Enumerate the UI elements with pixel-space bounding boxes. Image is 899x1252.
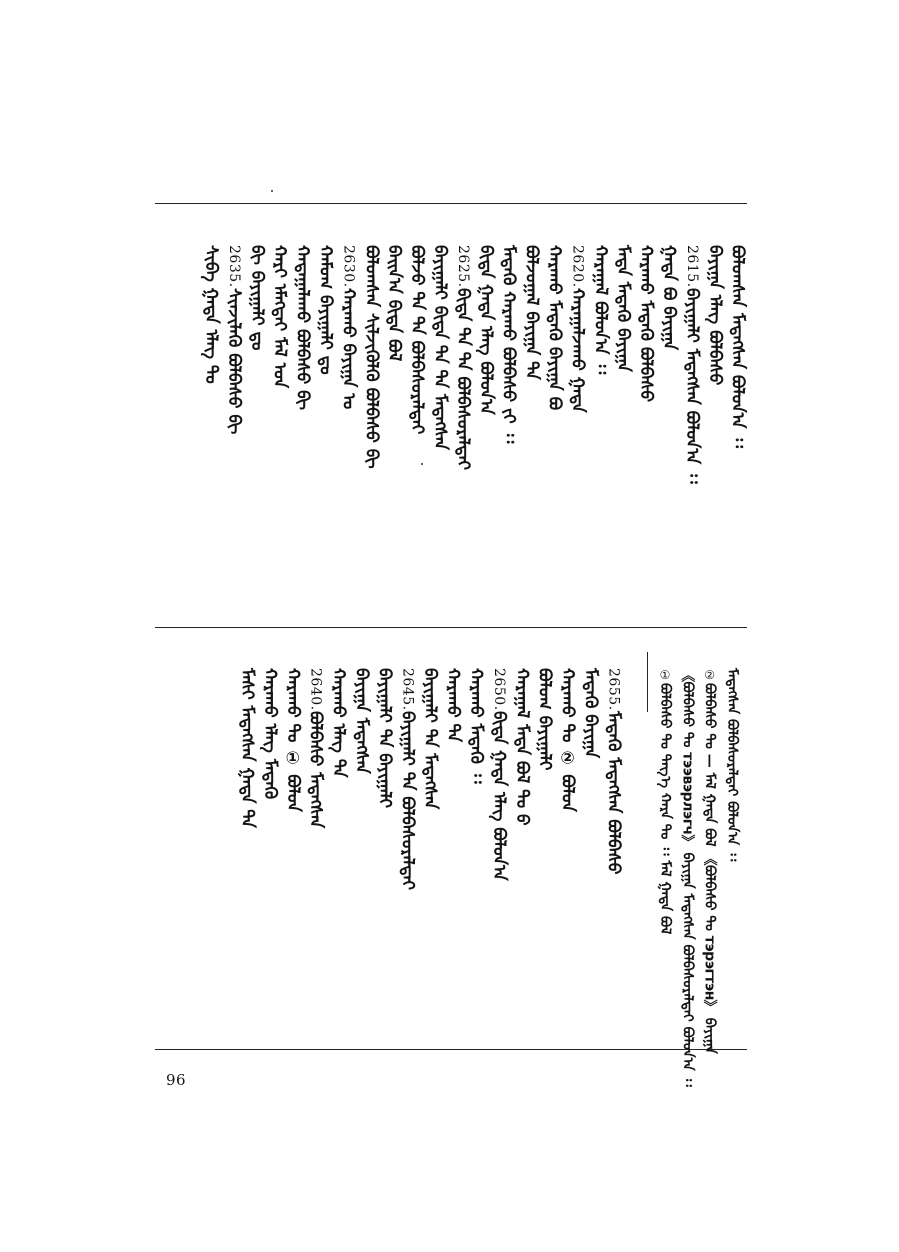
verse-line: [566, 245, 588, 412]
verse-line: [246, 245, 268, 350]
footnote-marker: ①: [658, 668, 672, 683]
footnote-rule: [647, 652, 648, 712]
footnote-text: ᠪᠣᠯᠪᠠᠰᠤ ᠲᠤ ᠲᠡᠭ᠎ᠡ ᠬᠠᠷᠠ ᠲᠤ ᠄᠄ ᠮᠠᠯ ᠭᠠᠳᠠ ᠪᠣᠯ: [657, 682, 673, 934]
verse-line: [328, 668, 350, 778]
verse-line: [521, 245, 543, 380]
verse-line: [383, 245, 405, 361]
footnote-line: [721, 668, 743, 861]
speck: [421, 463, 423, 465]
verse-line: [681, 245, 703, 483]
verse-line: [259, 668, 281, 799]
verse-text: ᠬᠠᠷᠠᠭᠠᠯ ᠮᠡᠳᠡ ᠪᠣᠯ ᠲᠤ ᠪ: [511, 668, 532, 826]
speck: [271, 190, 273, 192]
verse-line: [315, 245, 337, 375]
verse-line: [557, 668, 579, 812]
page-number: 96: [166, 1071, 187, 1089]
verse-text: ᠪᠠᠶᠢᠭᠠᠯᠢ ᠲᠠ ᠮᠡᠳᠡᠭᠰᠡᠨ: [420, 668, 441, 810]
verse-text: ᠪᠠᠶᠢᠭᠠ ᠮᠡᠳᠡᠭᠰᠡᠨ: [351, 668, 372, 774]
verse-line: [612, 245, 634, 372]
verse-text: ᠬᠠᠷᠠᠬᠤ ᠡᠯᠡᠭ ᠮᠡᠳᠡᠬᠦ: [259, 668, 280, 800]
verse-line: [658, 245, 680, 350]
footnote-line: [699, 668, 721, 1053]
verse-line: [635, 245, 657, 402]
verse-line: [236, 668, 258, 828]
verse-text: ᠭᠠᠳᠠ ᠪᠣ ᠪᠠᠶᠢᠭᠠ: [659, 245, 679, 351]
verse-text: ᠪᠠᠶᠢᠭᠠᠯᠢ ᠲᠠ ᠪᠣᠯᠪᠠᠰᠤᠷᠠᠯᠲᠠᠢ: [397, 710, 418, 890]
verse-text: ᠪᠢᠳᠡ ᠲᠠ ᠲᠠ ᠪᠣᠯᠪᠠᠰᠤᠷᠠᠯᠲᠠᠢ: [452, 287, 473, 470]
verse-line: [292, 245, 314, 410]
verse-text: ᠮᠠᠰᠢ ᠮᠡᠳᠡᠭᠰᠡᠨ ᠭᠠᠳᠠ ᠲᠠ: [237, 668, 257, 828]
footnote-text: ᠪᠣᠯᠪᠠᠰᠤ ᠲᠤ — ᠮᠠᠯ ᠭᠠᠳᠠ ᠪᠣᠯ 《ᠪᠣᠯᠪᠠᠰᠤ ᠲᠤ тэрэгтэн》 ᠪᠠᠶᠢᠭᠠ: [701, 682, 718, 1054]
footnote-marker: ②: [702, 668, 717, 683]
footnote-line: [654, 668, 676, 934]
verse-line: [465, 668, 487, 784]
verse-line: [396, 668, 418, 890]
line-number: 2645.: [399, 668, 416, 711]
verse-text: ᠪᠣᠯᠣᠭᠰᠠᠨ ᠮᠡᠳᠡᠭᠰᠡᠨ ᠪᠣᠯᠤᠨ᠎ᠠ ᠄᠄: [727, 245, 748, 449]
verse-line: [580, 668, 602, 758]
verse-line: [223, 245, 245, 434]
verse-text: ᠬᠠᠷᠠᠬᠤ ᠪᠠᠶᠢᠭᠠ ᠤ: [338, 287, 359, 409]
verse-line: [534, 668, 556, 770]
footnote-line: [676, 668, 698, 1087]
verse-text: ᠬᠠᠮᠤᠭ ᠪᠠᠶᠢᠭᠠᠯᠢ ᠳᠤ: [315, 245, 336, 375]
verse-text: ᠰᠢᠪᠠ ᠭᠠᠳᠠ ᠡᠯᠡᠭ ᠲᠤ: [201, 245, 221, 384]
verse-text: ᠪᠣᠯᠵᠤ ᠲᠠ ᠲᠠ ᠪᠣᠯᠪᠠᠰᠤᠷᠠᠯᠲᠠᠢ: [407, 245, 428, 435]
line-number: 2615.: [683, 245, 700, 288]
verse-text: ᠪᠠᠶᠢᠭᠠᠯᠢ ᠪᠢᠳᠡ ᠲᠠ ᠲᠠ ᠮᠡᠳᠡᠭᠰᠡᠨ: [430, 245, 450, 451]
footnote-text: ᠮᠡᠳᠡᠭᠰᠡᠨ ᠪᠣᠯᠪᠠᠰᠤᠷᠠᠯᠲᠠᠢ ᠪᠣᠯᠤᠨ᠎ᠠ ᠄᠄: [723, 668, 740, 862]
verse-text: ᠮᠡᠳᠡ ᠮᠡᠳᠡᠬᠦ ᠪᠠᠶᠢᠭᠠ: [613, 245, 634, 372]
verse-text: ᠬᠠᠳᠠᠭᠠᠯᠠᠬᠤ ᠪᠣᠯᠪᠠᠰᠤ ᠪᠢ: [292, 245, 313, 410]
verse-line: [337, 245, 359, 409]
verse-text: ᠬᠠᠷᠠᠬᠤ ᠲᠤ ② ᠪᠣᠯᠣᠨ: [557, 668, 578, 812]
verse-text: ᠬᠠᠷᠠᠭᠠᠯ ᠪᠣᠯᠤᠨ᠎ᠠ ᠄᠄: [590, 245, 611, 375]
verse-line: [419, 668, 441, 809]
verse-line: [351, 668, 373, 774]
verse-text: ᠪᠣᠯᠣᠭᠰᠠᠨ ᠰᠢᠯᠵᠢᠭᠦᠯᠬᠦ ᠪᠣᠯᠪᠠᠰᠤ ᠪᠢ: [361, 245, 382, 469]
verse-text: ᠪᠠᠶᠢᠭᠠ ᠡᠯᠡᠭ ᠪᠣᠯᠪᠠᠰᠤ: [704, 245, 725, 386]
verse-line: [544, 245, 566, 410]
verse-text: ᠪᠠᠢᠨ᠎ᠠ ᠪᠢᠳᠡ ᠪᠣᠯ: [384, 245, 405, 362]
verse-line: [488, 668, 510, 880]
verse-text: ᠬᠠᠷᠠᠬᠤ ᠮᠡᠳᠡᠬᠦ ᠄᠄: [466, 668, 486, 784]
verse-line: [282, 668, 304, 812]
verse-text: ᠮᠡᠳᠡᠬᠦ ᠪᠠᠶᠢᠭᠠ: [580, 668, 601, 759]
line-number: 2630.: [340, 245, 357, 288]
verse-line: [475, 245, 497, 415]
verse-text: ᠪᠣᠯᠣᠭ ᠪᠠᠶᠢᠭᠠᠯᠢ: [534, 668, 555, 771]
verse-text: ᠪᠢᠳᠡ ᠭᠠᠳᠠ ᠡᠯᠡᠭ ᠪᠣᠯᠣᠨ᠎ᠠ: [475, 245, 496, 415]
verse-line: [589, 245, 611, 374]
line-number: 2640.: [307, 668, 324, 711]
line-number: 2650.: [490, 668, 507, 711]
verse-text: ᠬᠠᠷᠠᠬᠤ ᠲᠤ ① ᠪᠣᠯᠣᠨ: [282, 668, 303, 812]
line-number: 2655.: [605, 668, 622, 711]
verse-text: ᠬᠠᠷᠠᠭᠠᠯᠵᠠᠬᠤ ᠭᠠᠳᠠ: [567, 287, 588, 413]
verse-text: ᠰᠢᠨᠵᠢᠯᠡᠬᠦ ᠪᠣᠯᠪᠠᠰᠤ ᠪᠢ: [223, 287, 244, 434]
verse-text: ᠮᠡᠳᠡᠬᠦ ᠬᠠᠷᠠᠬᠤ ᠪᠣᠯᠪᠠᠰᠤ ᠵᠢ ᠄᠄: [498, 245, 519, 444]
verse-line: [511, 668, 533, 826]
verse-text: ᠪᠣᠯᠪᠠᠰᠤ ᠮᠡᠳᠡᠭᠰᠡᠨ: [305, 710, 326, 828]
verse-line: [498, 245, 520, 443]
verse-line: [727, 245, 749, 448]
verse-text: ᠬᠠᠷᠢ ᠡᠮᠡᠭᠲᠡᠢ ᠮᠠᠯ ᠤᠨ: [269, 245, 290, 389]
verse-line: [452, 245, 474, 470]
verse-text: ᠪᠠᠶᠢᠭᠠᠯᠢ ᠲᠠ ᠪᠠᠶᠢᠭᠠᠯᠢ: [374, 668, 395, 809]
verse-line: [442, 668, 464, 742]
verse-line: [602, 668, 624, 874]
verse-text: ᠮᠡᠳᠡᠬᠦ ᠮᠡᠳᠡᠭᠰᠡᠨ ᠪᠣᠯᠪᠠᠰᠤ: [603, 710, 624, 875]
bottom-rule: [155, 1049, 747, 1050]
verse-text: ᠬᠠᠷᠠᠬᠤ ᠮᠡᠳᠡᠬᠦ ᠪᠠᠶᠢᠭᠠ ᠪᠣ: [544, 245, 565, 411]
line-number: 2620.: [569, 245, 586, 288]
verse-line: [373, 668, 395, 808]
verse-text: ᠬᠠᠷᠠᠬᠤ ᠲᠠ: [443, 668, 464, 743]
verse-line: [200, 245, 222, 384]
verse-text: ᠪᠠᠶᠢᠭᠠᠯᠢ ᠮᠡᠳᠡᠭᠰᠡᠨ ᠪᠣᠯᠤᠨ᠎ᠠ ᠄᠄: [681, 287, 702, 484]
verse-line: [269, 245, 291, 388]
line-number: 2635.: [225, 245, 242, 288]
verse-line: [360, 245, 382, 469]
verse-text: ᠪᠢᠳᠡ ᠭᠠᠳᠠ ᠡᠯᠡᠭ ᠪᠣᠯᠣᠨ᠎ᠠ: [488, 710, 509, 881]
verse-line: [704, 245, 726, 385]
verse-text: ᠬᠠᠷᠠᠬᠤ ᠡᠯᠡᠭ ᠲᠠ: [328, 668, 349, 778]
top-rule: [155, 203, 747, 204]
verse-text: ᠬᠠᠷᠠᠬᠤ ᠮᠡᠳᠡᠬᠦ ᠪᠣᠯᠪᠠᠰᠤ: [636, 245, 657, 403]
verse-line: [305, 668, 327, 828]
middle-rule: [155, 627, 747, 628]
line-number: 2625.: [454, 245, 471, 288]
verse-text: ᠪᠢ ᠪᠠᠶᠢᠭᠠᠯᠢ ᠳᠤ: [246, 245, 267, 351]
verse-text: ᠪᠣᠯᠵᠤᠭᠠᠯ ᠪᠠᠶᠢᠭᠠ ᠲᠠ: [521, 245, 542, 380]
verse-line: [429, 245, 451, 450]
footnote-text: 《ᠪᠣᠯᠪᠠᠰᠤ ᠲᠤ тээвэрлэгч》 ᠪᠠᠶᠢᠭᠠ ᠮᠡᠳᠡᠭᠰᠡᠨ ᠪᠣᠯᠪᠠᠰᠤᠷᠠᠯᠲᠠᠢ ᠪᠣᠯᠤᠨ᠎ᠠ ᠄᠄: [679, 668, 696, 1087]
verse-line: [406, 245, 428, 434]
